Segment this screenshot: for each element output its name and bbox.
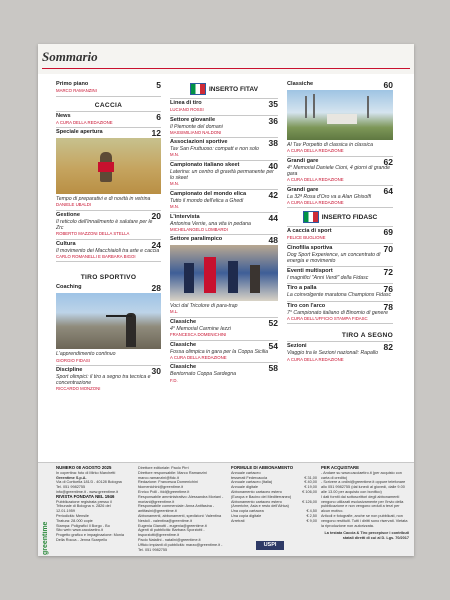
toc-entry-eventi[interactable] xyxy=(287,266,393,283)
sales-manager: Responsabile commerciale: Anna Antifasina - antifasini@greentime.it xyxy=(138,504,215,514)
greentime-logo: greentime xyxy=(42,521,49,555)
cover-credit: In copertina: foto di Mirko Marchetti xyxy=(56,470,116,475)
entry-subtitle: Laterina: un centro di gravità permanente per lo skeet xyxy=(170,168,274,182)
price-value: € 4,50 xyxy=(306,509,317,514)
entry-page: 6 xyxy=(156,111,161,122)
entry-subtitle: Dog Sport Experience, un concentrato di energia e movimento xyxy=(287,251,381,265)
entry-author: ROBERTO MAZZONI DELLA STELLA xyxy=(56,231,130,237)
entry-title: Campionato italiano skeet xyxy=(170,161,240,168)
entry-page: 62 xyxy=(383,156,393,167)
entry-page: 72 xyxy=(383,267,393,278)
entry-page: 20 xyxy=(151,210,161,221)
price-row xyxy=(231,519,317,524)
price-value: € 31,00 xyxy=(304,475,317,480)
entry-title: Sezioni xyxy=(287,343,307,350)
entry-title: Settore paralimpico xyxy=(170,236,223,243)
entry-author: A CURA DELLA REDAZIONE xyxy=(56,119,113,125)
entry-subtitle: Viaggio tra le Sezioni nazionali: Rapallo xyxy=(287,350,379,357)
page-header xyxy=(38,44,414,74)
entry-title: Primo piano xyxy=(56,81,89,87)
toc-entry-tiro-arco[interactable] xyxy=(287,301,393,324)
shooting-range-photo xyxy=(287,90,393,140)
colophon-subscriptions xyxy=(231,466,317,524)
entry-title: Linea di tiro xyxy=(170,100,202,106)
price-label: tesserati Federcaccia xyxy=(231,475,268,480)
section-label: INSERTO FIDASC xyxy=(321,213,378,221)
section-fidasc xyxy=(287,207,393,226)
entry-page: 70 xyxy=(383,243,393,254)
entry-title: Coaching xyxy=(56,284,82,291)
entry-subtitle: 4° Memorial Carmine Iezzi xyxy=(170,325,231,332)
entry-page: 12 xyxy=(151,128,161,138)
privacy-note: I dati forniti dai sottoscrittori degli abbonamenti vengono utilizzati esclusivamente per l'invio della pubblicazione e non vengono ceduti a terzi per alcun motivo. xyxy=(321,494,404,514)
column-classiche-fidasc xyxy=(287,80,393,364)
entry-author: FRANCESCA DOMENICHINI xyxy=(170,332,227,338)
entry-author: LUCIANO ROSSI xyxy=(170,107,204,112)
rights-note: Articoli e fotografie, anche se non pubblicati, non vengono restituiti. Tutti i diritti sono riservati. Vietata la riproduzione non autorizzata. xyxy=(321,513,408,528)
price-label: (Americhe, Asia e resto dell'Africa) xyxy=(231,504,289,509)
admin-manager: Responsabile amministrativo: Alessandra Moriani - moriani@greentime.it xyxy=(138,494,224,504)
entry-title: Gestione xyxy=(56,211,80,218)
entry-title: Settore giovanile xyxy=(170,116,216,123)
toc-entry-linea[interactable] xyxy=(170,98,278,115)
price-value: € 40,00 xyxy=(304,480,317,485)
entry-title: Tiro con l'arco xyxy=(287,302,326,309)
toc-entry-gestione[interactable] xyxy=(56,210,161,239)
entry-author: M.L. xyxy=(170,309,179,315)
entry-author: CARLO ROMANELLI E BARBARA BIGOI xyxy=(56,253,136,259)
header-rule xyxy=(42,68,410,69)
toc-entry-paralimpico[interactable] xyxy=(170,234,278,317)
editorial-staff: Redazione: Francesca Domenichini xyxy=(138,480,198,485)
entry-subtitle: Il Piemonte del domani xyxy=(170,123,223,130)
entry-page: 35 xyxy=(268,99,278,109)
entry-subtitle: Voci dal Tricolore di para-trap xyxy=(170,303,238,310)
price-label: Abbonamento cartaceo estero xyxy=(231,489,282,494)
entry-subtitle: 7° Campionato italiano di Binomio di genere xyxy=(287,309,388,316)
funding-note: La testata Caccia & Tiro percepisce i contributi statali diretti di cui al D. Lgs. 70/2017 xyxy=(324,531,409,541)
entry-subtitle: Bentornato Coppa Sardegna xyxy=(170,371,237,378)
magazine-page xyxy=(38,44,414,556)
toc-entry-caccia-sport[interactable] xyxy=(287,226,393,243)
ad-agents: Agenti di pubblicità: Barbara Sporziotti - bsporziotti@greentime.it xyxy=(138,528,205,538)
entry-page: 24 xyxy=(151,239,161,250)
print-run: Tiratura: 28.000 copie xyxy=(56,518,93,523)
price-label: Arretrati xyxy=(231,518,245,523)
colophon-staff xyxy=(138,466,228,552)
entry-subtitle: Sport olimpici: il tiro a segno tra tecnica e concentrazione xyxy=(56,374,151,387)
entry-author: M.N. xyxy=(170,204,180,210)
publisher-name: Greentime S.p.A. xyxy=(56,475,87,480)
entry-title: Tiro a palla xyxy=(287,285,317,292)
entry-title: Classiche xyxy=(170,318,197,325)
entry-title: Discipline xyxy=(56,367,83,374)
entry-author: FELICE BUGLIONE xyxy=(287,235,326,241)
entry-page: 40 xyxy=(268,160,278,171)
entry-author: MICHELANGELO LOMBARDI xyxy=(170,226,228,232)
entry-author: MARCO RAMANZINI xyxy=(56,88,97,93)
entry-author: DANIELE UBALDI xyxy=(56,202,92,208)
section-caccia: CACCIA xyxy=(56,96,161,111)
entry-page: 82 xyxy=(383,342,393,353)
entry-author: A CURA DELLA REDAZIONE xyxy=(287,356,344,362)
subscriptions-heading: FORMULE DI ABBONAMENTO xyxy=(231,465,294,470)
purchase-online: - Andare su www.cacciaetiro.it (per acquisto con carta di credito) xyxy=(321,470,402,480)
price-label: Annuale cartaceo xyxy=(231,470,261,475)
entry-author: RICCARDO MONZONI xyxy=(56,386,101,392)
publisher-address: Via di Corticella 181/3 - 40128 Bologna xyxy=(56,480,122,485)
toc-entry-classiche-52[interactable] xyxy=(170,317,278,340)
entry-title: Grandi gare xyxy=(287,186,319,193)
entry-subtitle: Tav San Fruttuoso: compatt e non solo xyxy=(170,146,259,153)
entry-subtitle: 4° Memorial Daniele Cioni, 4 giorni di grande gara xyxy=(287,164,390,177)
entry-page: 60 xyxy=(383,80,393,90)
toc-entry-tiro-palla[interactable] xyxy=(287,283,393,300)
column-fitav xyxy=(170,80,278,385)
purchase-email-phone: - Scrivere a ordini@greentime.it oppure telefonare allo 051 9982755 (dal lunedì al giovedì, dalle 9.00 alle 13.00 per acquisto con bonifico) xyxy=(321,480,406,494)
entry-page: 28 xyxy=(151,283,161,294)
podium-photo xyxy=(170,245,278,301)
entry-page: 64 xyxy=(383,185,393,196)
entry-page: 30 xyxy=(151,366,161,377)
toc-entry-classiche-54[interactable] xyxy=(170,340,278,363)
toc-entry-news[interactable] xyxy=(56,111,161,128)
fitav-logo-icon xyxy=(190,83,206,95)
price-label: Annuale cartaceo (Italia) xyxy=(231,480,273,485)
entry-title: Grandi gare xyxy=(287,157,319,164)
entry-title: Classiche xyxy=(287,81,314,87)
ad-office: Ufficio impianti di pubblicità: marzo@greentime.it - Tel. 051 9982755 xyxy=(138,542,223,552)
price-list xyxy=(231,471,317,524)
managing-director: Direttore responsabile: Marco Ramanzini xyxy=(138,470,207,475)
price-label: Una copia cartacea xyxy=(231,509,264,514)
ad-agent-2: Paolo Natalini - natalini@greentime.it xyxy=(138,537,201,542)
entry-subtitle: La coinvolgente maratona Champions Fidasc xyxy=(287,292,392,299)
entry-subtitle: Fossa olimpica in gara per la Coppa Sicilia xyxy=(170,348,269,355)
entry-page: 5 xyxy=(156,80,161,90)
entry-subtitle: L'apprendimento continuo xyxy=(56,351,116,358)
entry-subtitle: Tempo di preparativi e di novità in vetrina xyxy=(56,196,151,202)
director-email[interactable]: marco.ramanzini@fidc.it xyxy=(138,475,179,480)
toc-entry-mondo-elica[interactable] xyxy=(170,189,278,212)
entry-subtitle: I magnifici "Anni Verdi" della Fidasc xyxy=(287,275,369,282)
price-label: Annuale digitale xyxy=(231,485,259,490)
founded-line: RIVISTA FONDATA NEL 1946 xyxy=(56,493,115,499)
entry-page: 58 xyxy=(268,363,278,374)
editorial-email[interactable]: fdomenichini@greentime.it xyxy=(138,485,184,490)
price-label: Abbonamento cartaceo estero xyxy=(231,499,282,504)
issue-number: NUMERO 08 AGOSTO 2025 xyxy=(56,465,112,470)
entry-author: M.N. xyxy=(170,152,180,158)
price-value: € 2,50 xyxy=(306,513,317,518)
toc-entry-classiche-60[interactable] xyxy=(287,80,393,156)
section-label: INSERTO FITAV xyxy=(208,85,259,93)
toc-entry-intervista[interactable] xyxy=(170,212,278,235)
entry-page: 36 xyxy=(268,115,278,126)
publisher-email: info@greentime.it - www.greentime.it xyxy=(56,489,119,494)
entry-author: F.D. xyxy=(170,377,178,383)
entry-page: 44 xyxy=(268,212,278,223)
entry-title: Cinofilia sportiva xyxy=(287,244,333,251)
entry-title: Associazioni sportive xyxy=(170,139,228,146)
entry-subtitle: Tutto il mondo dell'elica a Ghedi xyxy=(170,197,244,204)
toc-entry-assoc[interactable] xyxy=(170,137,278,160)
entry-page: 78 xyxy=(383,301,393,312)
entry-author: A CURA DELLA REDAZIONE xyxy=(287,177,344,183)
entry-page: 38 xyxy=(268,138,278,149)
toc-entry-grandi-gare-64[interactable] xyxy=(287,185,393,208)
price-value: € 106,00 xyxy=(302,489,317,494)
entry-author: A CURA DELLA REDAZIONE xyxy=(287,199,344,205)
price-value: € 126,00 xyxy=(302,499,317,504)
entry-page: 48 xyxy=(268,235,278,246)
page-title: Sommario xyxy=(42,49,98,64)
entry-page: 42 xyxy=(268,189,278,200)
toc-entry-cinofilia[interactable] xyxy=(287,243,393,266)
section-fitav xyxy=(170,80,278,98)
fidasc-logo-icon xyxy=(303,211,319,223)
entry-subtitle: Il movimento dei Macchiaioli tra arte e caccia xyxy=(56,247,160,254)
printer: Stampa: Poligrafici Il Borgo - Bo xyxy=(56,523,110,528)
entry-title: Eventi multisport xyxy=(287,268,333,275)
entry-subtitle: Antonina Verrie, una vita in pedana xyxy=(170,220,251,227)
toc-entry-discipline[interactable] xyxy=(56,365,161,394)
publisher-tel: Tel. 051 9982755 xyxy=(56,485,86,490)
section-tiro-segno: TIRO A SEGNO xyxy=(287,323,393,341)
entry-page: 52 xyxy=(268,317,278,328)
entry-author: MASSIMILIANO NALDONI xyxy=(170,129,222,135)
graphic-design: Progetto grafico e impaginazione: Monia Della Rocca - Jenna Scarpello xyxy=(56,533,124,542)
price-label: Una copia digitale xyxy=(231,513,262,518)
toc-entry-speciale[interactable] xyxy=(56,127,161,210)
entry-page: 69 xyxy=(383,227,393,238)
entry-author: A CURA DELLA REDAZIONE xyxy=(170,354,227,360)
entry-subtitle: La 32ª Rosa d'Oro va a Alan Ghisolfi xyxy=(287,193,372,200)
entry-title: A caccia di sport xyxy=(287,228,332,235)
toc-entry-sezioni[interactable] xyxy=(287,341,393,364)
colophon-purchase xyxy=(321,466,409,541)
entry-author: M.N. xyxy=(170,181,180,187)
toc-entry-cultura[interactable] xyxy=(56,239,161,262)
entry-subtitle: Al Tav Porpetto di classica in classica xyxy=(287,142,374,148)
price-value: € 9,00 xyxy=(306,518,317,523)
subscriptions-contact: Abbonamenti, abbonamenti, spedizioni: Valentina Nestoli - valentina@greentime.it xyxy=(138,513,222,523)
website[interactable]: Sito web: www.cacciaetiro.it xyxy=(56,528,103,533)
entry-author: A CURA DELLA REDAZIONE xyxy=(287,148,344,154)
colophon xyxy=(38,462,414,556)
entry-title: Speciale apertura xyxy=(56,129,103,135)
editorial-director: Direttore editoriale: Paolo Pirri xyxy=(138,466,189,470)
entry-author: A CURA DELL'UFFICIO STAMPA FIDASC xyxy=(287,315,368,321)
section-tiro-sportivo: TIRO SPORTIVO xyxy=(56,261,161,283)
entry-title: Campionato del mondo elica xyxy=(170,190,247,197)
entry-title: Classiche xyxy=(170,341,197,348)
toc-entry-primo-piano[interactable] xyxy=(56,80,161,96)
entry-page: 54 xyxy=(268,340,278,351)
entry-title: News xyxy=(56,112,71,119)
toc-entry-classiche-58[interactable] xyxy=(170,362,278,385)
toc-entry-coaching[interactable] xyxy=(56,283,161,365)
toc-entry-settore[interactable] xyxy=(170,115,278,138)
price-value: € 19,00 xyxy=(304,485,317,490)
uspi-logo: USPI xyxy=(256,541,284,550)
toc-entry-campionato-skeet[interactable] xyxy=(170,160,278,189)
hunter-wheat-photo xyxy=(56,138,161,194)
column-caccia xyxy=(56,80,161,394)
periodicity: Periodicità: Mensile xyxy=(56,513,89,518)
editorial-staff-2: Enrico Polli - fdd@greentime.it xyxy=(138,489,190,494)
toc-entry-grandi-gare-62[interactable] xyxy=(287,156,393,185)
entry-subtitle: Il reticolo dell'innalimento è salutare per le Zrc xyxy=(56,218,153,231)
entry-title: Cultura xyxy=(56,240,76,247)
purchase-heading: PER ACQUISTARE xyxy=(321,465,359,470)
entry-page: 76 xyxy=(383,284,393,295)
colophon-publisher xyxy=(56,466,126,543)
subscriptions-contact-2: Eugenia Gianotti - eugenia@greentime.it xyxy=(138,523,207,528)
entry-author: GIORGIO FIDASI xyxy=(56,357,90,363)
registration: Pubblicazione registrata presso il Tribunale di Bologna n. 2826 del 12.01.1959 xyxy=(56,499,112,514)
entry-title: L'intervista xyxy=(170,213,200,220)
shooter-mountain-photo xyxy=(56,293,161,349)
price-label: (Europa e Bacino del Mediterraneo) xyxy=(231,494,292,499)
entry-title: Classiche xyxy=(170,364,197,371)
